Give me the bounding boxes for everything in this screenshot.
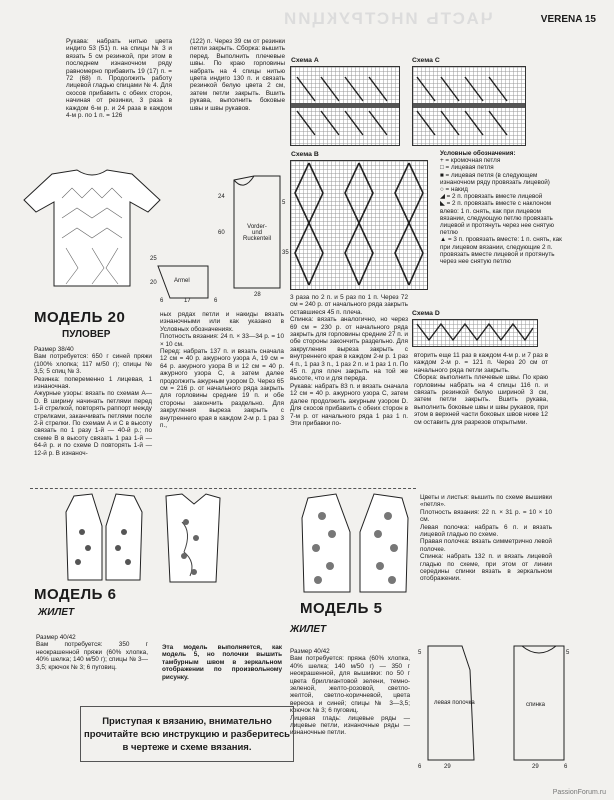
dim-label: 5	[566, 650, 570, 656]
vest-5-illustration	[300, 492, 410, 596]
model-20-col4: вторить еще 11 раз в каждом 4-м р. и 7 раз в каждом 2-м р. = 121 п. Через 20 см от начального ряда петли закрыть. Сборка: выполнить плечевые швы. По краю горловины набрать на 4 спицы 116 п. и связать резинкой белую шириной 3 см, затем петли закрыть. Вшить рукава, выполнить боковые швы и швы рукавов, при этом в верхней части боковых швов ниже 12 см оставить для разрезов открытыми.	[414, 352, 548, 426]
vest-5-pattern-diagram	[414, 640, 574, 775]
watermark: PassionForum.ru	[552, 789, 606, 796]
sweater-pattern-diagram	[150, 170, 290, 305]
legend-title: Условные обозначения:	[440, 150, 516, 157]
vest-5-drawing	[300, 492, 410, 596]
dim-label: 6	[418, 764, 422, 770]
sweater-illustration	[22, 168, 162, 288]
legend-item: ◢ = 2 п. провязать вместе лицевой	[440, 193, 543, 201]
model-20-col2: ных рядах петли и накиды вязать изнаночными или как указано в Условных обозначениях. Плотность вязания: 24 п. × 33—34 р. = 10 × 10 см. Перед: набрать 137 п. и вязать сначала 12 см = 40 р. ажурного узора А, 19 см = 64 р. ажурного узора В и 12 см = 40 р. ажурного узора С, а затем далее продолжить ажурным узором D. Через 65 см = 216 р. от начального ряда закрыть для горловины средние 19 п. и обе стороны закончить раздельно. Для закругления выреза закрыть с внутреннего края в каждом 2-м р. 1 раз 3 п.,	[160, 311, 284, 430]
magazine-title: VERENA 15	[540, 14, 596, 25]
assembly-text: (122) п. Через 39 см от резинки петли закрыть. Сборка: вышить перед. Выполнить плечевые швы. По краю горловины набрать на 4 спицы нитью цвета индиго 130 п. и связать резинкой белую цвета 2 см, затем петли закрыть. Вшить рукава, выполнить боковые швы и швы рукавов.	[190, 38, 285, 112]
model-5-col2: Цветы и листья: вышить по схеме вышивки «петля». Плотность вязания: 22 п. × 31 р. = 10 × 10 см. Левая полочка: набрать 6 п. и вязать лицевой гладью по схеме. Правая полочка: вязать симметрично левой полочке. Спинка: набрать 132 п. и вязать лицевой гладью по схеме, при этом от линии середины спинки вязать в зеркальном отображении.	[420, 494, 552, 583]
scheme-b-label: Схема В	[291, 151, 319, 158]
legend-item: ◣ = 2 п. провязать вместе с наклоном влево: 1 п. снять, как при лицевом вязании, следующую петлю провязать лицевой и протянуть через нее снятую петлю	[440, 200, 555, 237]
scheme-d-waves	[413, 320, 537, 346]
sleeve-text: Рукава: набрать нитью цвета индиго 53 (51) п. на спицы № 3 и вязать 5 см резинкой, при этом в последнем изнаночном ряду равномерно прибавить 19 (17) п. = 72 (68) п. Продолжить работу лицевой гладью спицами № 4. Для скосов прибавить с обеих сторон, начиная от резинки, 3 раза в каждом 6-м р. и 24 раза в каждом 4-м р. по 1 п. = 126	[66, 38, 172, 120]
left-front-label: левая полочка	[434, 700, 475, 706]
scheme-a-diagonals	[291, 67, 399, 145]
vest-5-pattern-outline	[414, 640, 574, 775]
section-divider	[30, 488, 416, 489]
dim-label: 25	[150, 256, 157, 262]
model-20-col1: Размер 38/40 Вам потребуется: 650 г синей пряжи (100% хлопка; 117 м/50 г); спицы № 3,5; 5 спиц № 3. Резинка: попеременно 1 лицевая, 1 изнаночная. Ажурные узоры: вязать по схемам А— D. В ширину начинать петлями перед 1-й стрелкой, повторять раппорт между стрелками, заканчивать петлями после 2-й стрелки. По схемам А и С в высоту связать по 1 разу 1-й — 40-й р.; по схеме В в высоту связать 1 раз 1-й — 64-й р. и по схеме D повторять 1-й — 12-й р. В изнаноч-	[34, 346, 152, 457]
sleeve-label: Armel	[174, 278, 190, 284]
model-5-text: Размер 40/42 Вам потребуется: пряжа (60% хлопка, 40% шелка; 140 м/50 г) — 350 г неокрашенной, для вышивки: по 50 г цвета бриллиантовой зелени, темно-зеленой, желто-розовой, светло-желтой, светло-коричневой, цвета вереска и синей; спицы № 3—3,5; крючок № 3; 6 пуговиц. Лицевая гладь: лицевые ряды — лицевые петли, изнаночные ряды — изнаночные петли.	[290, 648, 410, 737]
scheme-b-chart	[290, 160, 428, 290]
model-5-subtitle: ЖИЛЕТ	[290, 624, 327, 635]
vest-6-illustration	[64, 492, 224, 584]
dim-label: 5	[418, 650, 422, 656]
vest-6-drawing	[64, 492, 224, 584]
page-header	[0, 0, 614, 26]
ghost-header-text: ЧАСТЬ ИНСТРУКЦИИ	[282, 9, 493, 28]
dim-label: 60	[218, 230, 225, 236]
instruction-note-text: Приступая к вязанию, внимательно прочитайте всю инструкцию и разберитесь в чертеже и схеме вязания.	[83, 715, 290, 753]
dim-label: 20	[150, 280, 157, 286]
scheme-b-diamonds	[291, 161, 427, 289]
dim-label: 6	[564, 764, 568, 770]
instruction-note-box	[80, 706, 294, 762]
model-6-subtitle: ЖИЛЕТ	[38, 607, 75, 618]
scheme-d-label: Схема D	[412, 310, 440, 317]
scheme-c-label: Схема С	[412, 57, 440, 64]
legend-item: ○ = накид	[440, 186, 468, 194]
model-6-text: Размер 40/42 Вам потребуется: 350 г неокрашенной пряжи (60% хлопка, 40% шелка; 140 м/50 г); спицы № 3—3,5; крючок № 3; 6 пуговиц.	[36, 634, 148, 671]
scheme-c-diagonals	[413, 67, 525, 145]
model-20-subtitle: ПУЛОВЕР	[62, 329, 111, 340]
legend-item: + = кромочная петля	[440, 157, 501, 165]
scheme-c-chart	[412, 66, 526, 146]
dim-label: 6	[214, 298, 218, 304]
front-back-label: Vorder- und Ruckenteil	[242, 224, 271, 242]
back-label: спинка	[526, 702, 546, 708]
legend-item: ■ = лицевая петля (в следующем изнаночном ряду провязать лицевой)	[440, 171, 550, 186]
dim-label: 5	[282, 200, 286, 206]
scheme-a-chart	[290, 66, 400, 146]
scheme-a-label: Схема А	[291, 57, 319, 64]
dim-label: 29	[444, 764, 451, 770]
dim-label: 24	[218, 194, 225, 200]
model-20-col3: 3 раза по 2 п. и 5 раз по 1 п. Через 72 см = 240 р. от начального ряда закрыть оставшиеся 45 п. плеча. Спинка: вязать аналогично, но через 69 см = 230 р. от начального ряда закрыть для горловины средние 27 п. и обе стороны закончить раздельно. Для закругления выреза закрыть с внутреннего края в каждом 2-м р. 1 раз 4 п., 1 раз 3 п., 1 раз 2 п. и 1 раз 1 п. По 45 п. для плеч закрыть на той же высоте, что и для переда. Рукава: набрать 83 п. и вязать сначала 12 см = 40 р. ажурного узора С, затем далее продолжить ажурным узором D. Для скосов прибавить с обеих сторон в 7-м р. от начального ряда 1 раз 1 п. Эти прибавки по-	[290, 294, 408, 427]
scheme-d-chart	[412, 319, 538, 347]
legend-item: ▲ = 3 п. провязать вместе: 1 п. снять, как при лицевом вязании, следующие 2 п. провязать вместе лицевой и протянуть через нее снятую петлю	[440, 236, 562, 266]
dim-label: 28	[254, 292, 261, 298]
dim-label: 35	[282, 250, 289, 256]
legend-item: □ = лицевая петля	[440, 164, 494, 172]
model-5-title: МОДЕЛЬ 5	[300, 600, 383, 617]
sweater-drawing	[22, 168, 162, 288]
model-20-title: МОДЕЛЬ 20	[34, 309, 126, 326]
model-6-title: МОДЕЛЬ 6	[34, 586, 117, 603]
dim-label: 17	[184, 298, 191, 304]
legend	[440, 150, 564, 265]
model-6-note: Эта модель выполняется, как модель 5, но полочки вышить тамбурным швом в зеркальном отображении по произвольному рисунку.	[162, 644, 282, 681]
dim-label: 6	[160, 298, 164, 304]
dim-label: 29	[532, 764, 539, 770]
